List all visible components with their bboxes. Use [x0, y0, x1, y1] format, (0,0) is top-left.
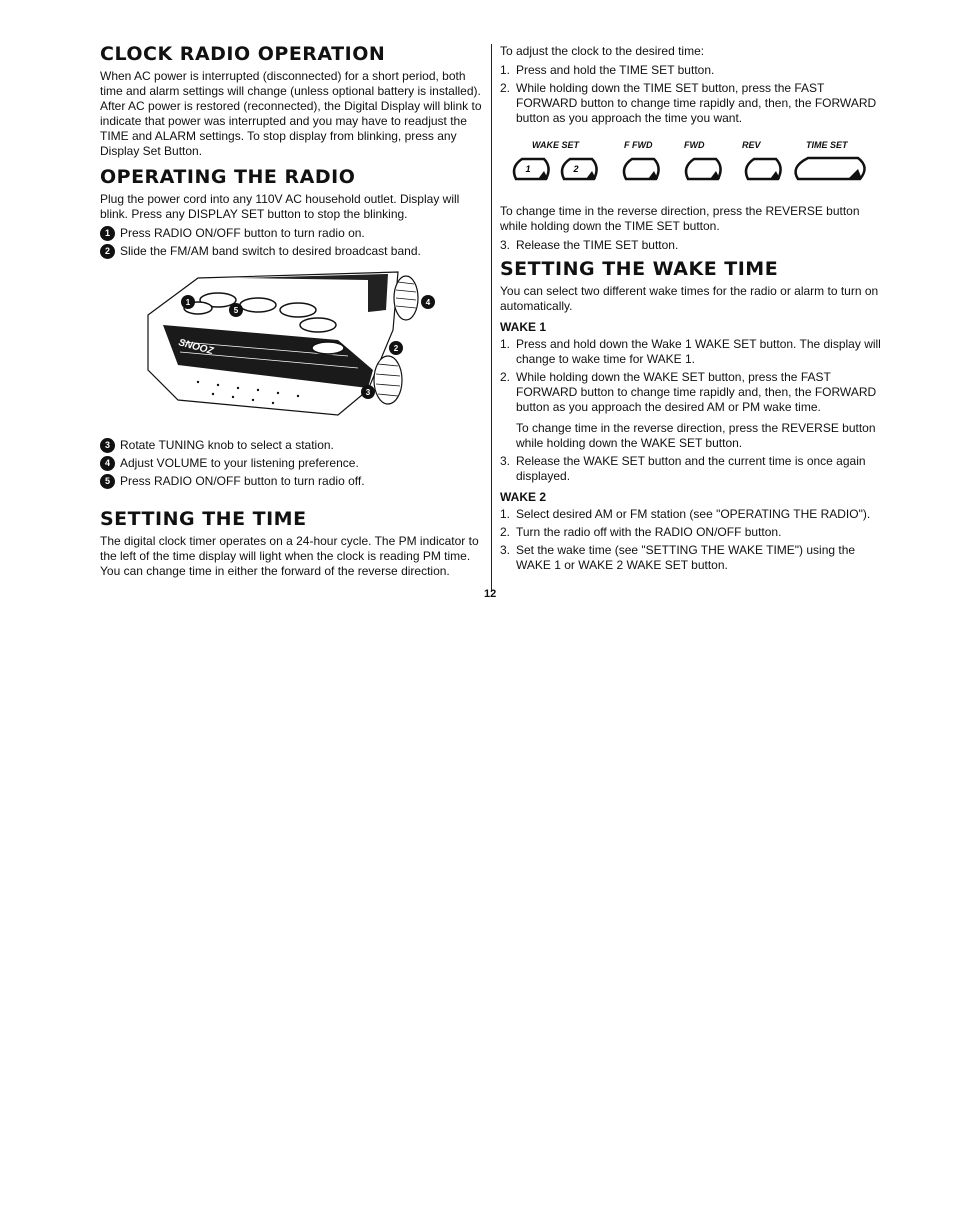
list-text: Select desired AM or FM station (see "OPERATING THE RADIO").	[516, 506, 871, 521]
wake1-reverse-note: To change time in the reverse direction, press the REVERSE button while holding down the WAKE SET button.	[516, 420, 876, 450]
step-text: Slide the FM/AM band switch to desired broadcast band.	[120, 243, 421, 258]
list-number: 2.	[500, 524, 511, 539]
right-column	[500, 44, 882, 579]
list-item	[500, 370, 882, 415]
wake1-step3	[500, 454, 882, 484]
release-step	[500, 238, 882, 253]
button-row-illustration	[508, 153, 868, 183]
list-text: While holding down the WAKE SET button, press the FAST FORWARD button to change time rapidly and, then, the FORWARD button as you approach the desired AM or PM wake time.	[516, 369, 877, 414]
list-item	[500, 81, 882, 126]
setting-time-heading: SETTING THE TIME	[100, 507, 307, 530]
step-number-badge: 4	[100, 456, 115, 471]
step-number-badge: 1	[100, 226, 115, 241]
time-set-label: TIME SET	[806, 140, 848, 150]
left-column	[100, 44, 484, 585]
list-number: 3.	[500, 453, 511, 468]
step-number-badge: 3	[100, 438, 115, 453]
radio-step	[100, 438, 484, 453]
step-text: Press RADIO ON/OFF button to turn radio on.	[120, 225, 365, 240]
list-item	[500, 454, 882, 484]
column-divider	[491, 44, 492, 592]
list-text: While holding down the TIME SET button, press the FAST FORWARD button to change time rapidly and, then, the FORWARD button as you approach the time you want.	[516, 81, 877, 125]
list-item	[500, 525, 882, 540]
button-labels	[508, 140, 868, 150]
clock-radio-paragraph: When AC power is interrupted (disconnected) for a short period, both time and alarm settings will change (unless optional battery is installed). After AC power is restored (reconnected), the Digital Display will blink to indicate that power was interrupted and you may have to readjust the TIME and ALARM settings. To stop display from blinking, press any Display Set Button.	[100, 68, 482, 158]
wake2-steps	[500, 507, 882, 573]
forward-label: FWD	[684, 140, 705, 150]
clock-radio-heading: CLOCK RADIO OPERATION	[100, 43, 386, 65]
list-item	[500, 337, 882, 367]
wake-set-label: WAKE SET	[532, 140, 580, 150]
operating-radio-paragraph: Plug the power cord into any 110V AC household outlet. Display will blink. Press any DISPLAY SET button to stop the blinking.	[100, 191, 460, 221]
list-number: 1.	[500, 506, 511, 521]
snooze-label: SNOOZ	[177, 337, 215, 357]
list-number: 1.	[500, 63, 511, 77]
list-text: Turn the radio off with the RADIO ON/OFF button.	[516, 524, 782, 539]
page-number: 12	[484, 588, 497, 600]
list-text: Press and hold the TIME SET button.	[516, 63, 715, 77]
button-number-2: 2	[573, 164, 579, 174]
reverse-label: REV	[742, 140, 761, 150]
wake1-subheading: WAKE 1	[500, 319, 547, 334]
step-number-badge: 2	[100, 244, 115, 259]
radio-illustration	[138, 270, 478, 420]
radio-step	[100, 474, 484, 489]
operating-radio-heading: OPERATING THE RADIO	[100, 165, 356, 188]
callout-3: 3	[365, 387, 371, 397]
adjust-intro: To adjust the clock to the desired time:	[500, 44, 705, 58]
list-text: Release the WAKE SET button and the current time is once again displayed.	[516, 453, 866, 483]
callout-2: 2	[393, 343, 399, 353]
callout-1: 1	[185, 297, 191, 307]
reverse-paragraph: To change time in the reverse direction, press the REVERSE button while holding down the TIME SET button.	[500, 204, 860, 233]
list-text: Press and hold down the Wake 1 WAKE SET button. The display will change to wake time for WAKE 1.	[516, 336, 881, 366]
callout-4: 4	[425, 297, 431, 307]
radio-step	[100, 456, 484, 471]
list-item	[500, 63, 882, 78]
list-item	[500, 543, 882, 573]
step-text: Press RADIO ON/OFF button to turn radio off.	[120, 473, 365, 488]
radio-step	[100, 226, 484, 241]
fast-forward-label: F FWD	[624, 140, 653, 150]
list-number: 1.	[500, 336, 511, 351]
callout-5: 5	[233, 305, 239, 315]
list-item	[500, 238, 882, 253]
list-text: Release the TIME SET button.	[516, 238, 679, 252]
setting-time-paragraph: The digital clock timer operates on a 24-hour cycle. The PM indicator to the left of the time display will light when the clock is reading PM time. You can change time in either the forward of the reverse direction.	[100, 533, 479, 578]
wake2-subheading: WAKE 2	[500, 489, 547, 504]
step-text: Rotate TUNING knob to select a station.	[120, 437, 334, 452]
list-text: Set the wake time (see "SETTING THE WAKE TIME") using the WAKE 1 or WAKE 2 WAKE SET button.	[516, 542, 856, 572]
list-item	[500, 507, 882, 522]
button-diagram	[508, 140, 868, 188]
list-number: 3.	[500, 238, 511, 252]
list-number: 3.	[500, 542, 511, 557]
list-number: 2.	[500, 81, 511, 95]
wake-time-paragraph: You can select two different wake times for the radio or alarm to turn on automatically.	[500, 283, 879, 313]
wake-time-heading: SETTING THE WAKE TIME	[500, 258, 779, 280]
step-number-badge: 5	[100, 474, 115, 489]
radio-step	[100, 244, 484, 259]
button-number-1: 1	[525, 164, 531, 174]
adjust-steps	[500, 63, 882, 126]
list-number: 2.	[500, 369, 511, 384]
wake1-steps	[500, 337, 882, 415]
step-text: Adjust VOLUME to your listening preference.	[120, 455, 359, 470]
